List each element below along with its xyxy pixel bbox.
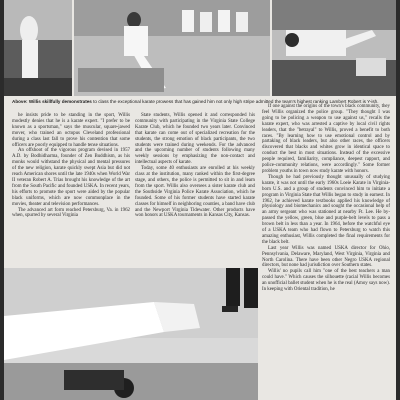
top-center-photo: [74, 0, 270, 96]
col3-paragraph: Willis' no pupils call him "one of the best teachers a man could have." Which causes the silhouette (racial Willis becomes an unofficial ballet student when he is the real (Amoy says now). In keeping with Oriental tradition, he: [262, 269, 390, 293]
text-column-2: [135, 113, 255, 219]
col2-paragraph: State students, Willis opened it and corresponded his community with participating in the Virginia State College Karate Club, which he founded two years later. Convinced that karate can come out of specialized recreation for the students, the strong emotion of black participants, the two students were trained during weekends. For the advanced and the upcoming number of students following many weekly sessions by emphasizing the non-contact and intellectual aspects of karate.: [135, 113, 255, 166]
text-column-3: [262, 104, 390, 293]
col1-paragraph: An offshoot of the vigorous program devised in 1957 A.D. by Bodhidharma, founder of Zen Buddhism, as his monks would withstand the physical and mental pressures of the new religion, karate quickly swept Asia but did not reach American shores until the late 1940s when World War II veteran Robert A. Trias brought his knowledge of the art from the South Pacific and founded USKA. In recent years, his efforts to promote the sport were aided by the popular black uniforms, which are now commonplace in the movies, theater and television performances.: [12, 148, 130, 207]
col3-paragraph: Last year Willis was named USKA director for Ohio, Pennsylvania, Delaware, Maryland, West Virginia, Virginia and North Carolina. There have been other Negro USKA regional directors, but none had jurisdiction over Southern states.: [262, 245, 390, 269]
bottom-karate-photo: [4, 268, 258, 400]
col2-paragraph: Today, some 40 enthusiasts are enrolled at his weekly class at the institution, many ranked within the first-degree stage, and others, the police is permitted to sit in and learn from the sport. Willis also oversees a sister karate club and the Southside Virginia Police Karate Association, which he founded. Some of his former students have started karate classes for himself in neighboring counties, a band have club and the Newport Virginia Tidewater. Other products have won honors at USKA tournaments in Kansas City, Kansas.: [135, 166, 255, 219]
caption-text: to class the exceptional karate prowess that has gained him not only high stripe admitted the team's highest ranking Lambert Robert is Y-ish.: [91, 99, 379, 104]
top-right-photo: [272, 0, 396, 96]
col3-paragraph: Though he had previously thought unusually of studying karate, it was not until the early 1960s Loeie Karate in Virginia-born U.S. and a group of students convinced him to initiate a program in Virginia State that Willis began to study in earnest. In 1962, he achieved karate textbooks applied his knowledge of physiology and biomechanics and sought the occasional help of an army sergeant who was stationed at nearby Ft. Lee. He by-passed the yellow, green, blue and purple-belt levels to pass a brown belt in less than a year. In 1964, before the watchful eye of a USKA team who had flown to Petersburg to watch this amazing enthusiast, Willis completed the final requirements for the black belt.: [262, 174, 390, 245]
caption-lead: Above: Willis skillfully demonstrates: [12, 99, 92, 104]
col1-paragraph: The advanced art form reached Petersburg, Va. in 1962 when, spurred by several Virginia: [12, 207, 130, 219]
magazine-page: [4, 0, 396, 400]
col3-paragraph: If one against the origins of the town's black community, they feel Willis organized the police group. "They thought I was going to be policing a weapon to use against us," recalls the karate expert, who was arrested a captive by local civil rights leaders, that the "betrayal" to Willis, proved a benefit to both races. "By learning how to use emotional control and by partaking of black leaders, but also other races, the officers discovered that blacks and whites grow in identical space to conduct the best in most situations. Instead of the excessive people required, familiarity, compliance, deepest rapport, and police-community relations, were accordingly." Some former problem youths in town now study karate with honors.: [262, 104, 390, 174]
text-column-1: [12, 113, 130, 219]
top-left-photo: [4, 0, 72, 96]
col1-paragraph: he insists pride to be standing in the sport, Willis modestly denies that he is a karate expert. "I prefer to be known as a sportsman," says the muscular, square-jawed mover, who trained an octopus Cleveland professional during a class last fall to prove his contention that some officers are poorly equipped to handle tense situations.: [12, 113, 130, 148]
